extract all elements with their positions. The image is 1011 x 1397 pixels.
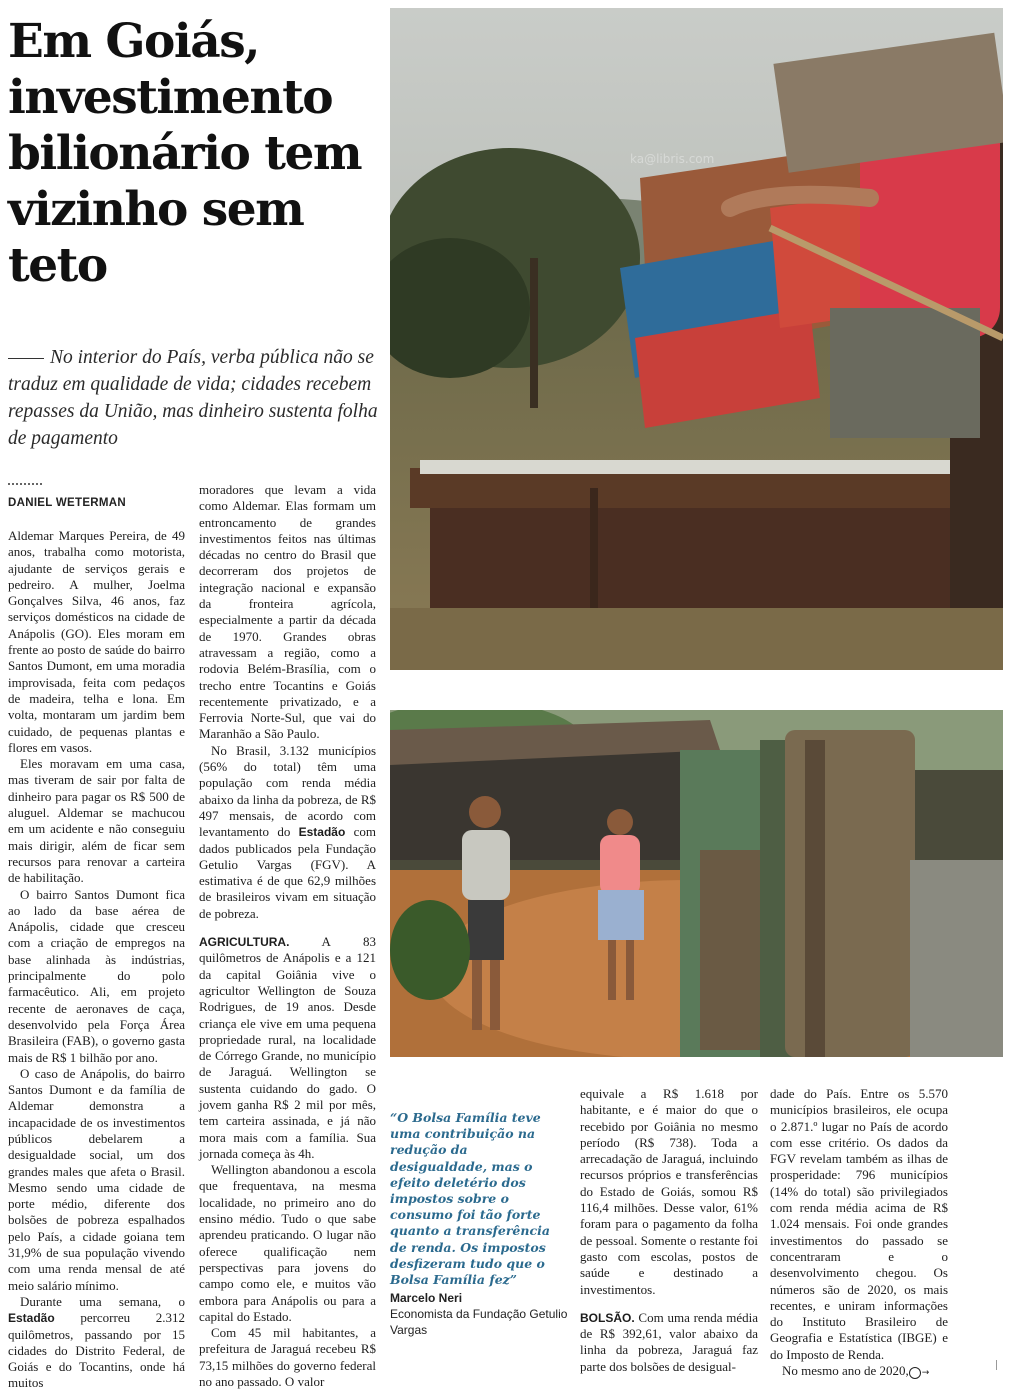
paragraph: O caso de Anápolis, do bairro Santos Dumont e da família de Aldemar demonstra a incapacidade de os investimentos públicos debelarem a desigualdade social, um dos grandes males que afeta o Brasil. Mesmo sendo uma cidade de porte médio, diferente dos bolsões de pobreza espalhados pelo País, a cidade goiana tem 31,9% de sua população vivendo com uma renda mensal de até meio salário mínimo.	[8, 1065, 185, 1293]
dek-rule	[8, 358, 44, 359]
paragraph: O bairro Santos Dumont fica ao lado da base aérea de Anápolis, cidade que cresceu com a criação de empregos na base alinhada às indústrias, principalmente do polo farmacêutico. Ali, em projeto recente de aeronaves de caça, desenvolvido pela Força Área Brasileira (FAB), o governo gasta mais de R$ 1 bilhão por ano.	[8, 886, 185, 1065]
photo-worker-cart-drawing	[390, 8, 1003, 670]
section-kicker: BOLSÃO.	[580, 1310, 635, 1325]
arrow-right-circle-icon[interactable]: →	[909, 1367, 921, 1379]
text-column-2	[199, 482, 376, 1390]
text-run: percorreu 2.312 quilômetros, passando por 15 cidades do Distrito Federal, de Goiás e do Tocantins, onde há muitos	[8, 1310, 185, 1391]
newspaper-name: Estadão	[298, 825, 346, 840]
paragraph	[8, 1294, 185, 1392]
byline: DANIEL WETERMAN	[8, 497, 127, 509]
text-run: No Brasil, 3.132 municípios (56% do total) têm uma população com renda média abaixo da linha da pobreza, de R$ 497 mensais, de acordo com levantamento do	[199, 742, 376, 840]
byline-dots	[8, 483, 42, 485]
dek-text: No interior do País, verba pública não se traduz em qualidade de vida; cidades recebem repasses da União, mas dinheiro sustenta folha de pagamento	[8, 347, 378, 449]
headline: Em Goiás, investimento bilionário tem vizinho sem teto	[8, 14, 362, 293]
text-column-3	[580, 1086, 758, 1375]
photo-couple-improvised-home	[390, 710, 1003, 1057]
text-run: Com uma renda média de R$ 392,61, valor abaixo da linha da pobreza, Jaraguá faz parte dos bolsões de desigual-	[580, 1309, 758, 1374]
quote-author-name: Marcelo Neri	[390, 1291, 463, 1305]
pull-quote: “O Bolsa Família teve uma contribuição na redução da desigualdade, mas o efeito deletério dos impostos sobre o consumo foi tão forte quanto a transferência de renda. Os impostos desfizeram tudo que o Bolsa Família fez”	[390, 1110, 550, 1288]
newspaper-name: Estadão	[8, 1311, 55, 1326]
paragraph: dade do País. Entre os 5.570 municípios brasileiros, ele ocupa o 2.871.º lugar no País de acordo com esse critério. Os dados da FGV revelam também as ilhas de prosperidade: 796 municípios (14% do total) são privilegiados com renda média acima de R$ 1.024 mensais. Foi onde grandes investimentos do passado se concentraram e o desenvolvimento chegou. Os números são de 2020, os mais recentes, e uniram informações do Instituto Brasileiro de Geografia e Estatística (IBGE) e do Imposto de Renda.	[770, 1086, 948, 1362]
text-run: Durante uma semana, o	[20, 1293, 185, 1309]
paragraph: equivale a R$ 1.618 por habitante, e é maior do que o recebido por Goiânia no mesmo período (R$ 738). Toda a arrecadação de Jaraguá, incluindo recursos próprios e transferências do Estado de Goiás, somou R$ 116,4 milhões. Desse valor, 61% foram para o pagamento da folha de pessoal. Somente o restante foi gasto com escolas, postos de saúde e destinado a investimentos.	[580, 1086, 758, 1297]
dek	[8, 344, 380, 452]
paragraph: Aldemar Marques Pereira, de 49 anos, trabalha como motorista, ajudante de serviços gerais e pedreiro. A mulher, Joelma Gonçalves Silva, 46 anos, faz serviços domésticos na cidade de Anápolis (GO). Eles moram em frente ao posto de saúde do bairro Santos Dumont, em uma moradia improvisada, feita com pedaços de madeira, telha e lona. Em volta, montaram um jardim bem cuidado, de pequenas plantas e flores em vasos.	[8, 528, 185, 755]
text-column-4	[770, 1086, 948, 1379]
photo-couple-drawing	[390, 710, 1003, 1057]
paragraph	[770, 1363, 948, 1379]
section-kicker: AGRICULTURA.	[199, 935, 290, 950]
quote-author-role: Economista da Fundação Getulio Vargas	[390, 1307, 568, 1337]
text-column-1	[8, 528, 185, 1392]
text-run: No mesmo ano de 2020,	[782, 1363, 909, 1379]
text-run: com dados publicados pela Fundação Getulio Vargas (FGV). A estimativa é de que 62,9 milhões de brasileiros vivam em situação de pobreza.	[199, 824, 376, 921]
paragraph	[580, 1310, 758, 1375]
paragraph: Wellington abandonou a escola que frequentava, na mesma localidade, no primeiro ano do ensino médio. Tudo o que sabe aprendeu praticando. O lugar não oferece qualificação nem perspectivas para jovens do campo como ele, e muitos vão embora para Anápolis ou para a capital do Estado.	[199, 1162, 376, 1324]
watermark: ka@libris.com	[630, 152, 715, 166]
paragraph: Com 45 mil habitantes, a prefeitura de Jaraguá recebeu R$ 73,15 milhões do governo federal no ano passado. O valor	[199, 1325, 376, 1390]
paragraph: Eles moravam em uma casa, mas tiveram de sair por falta de dinheiro para pagar os R$ 500 de aluguel. Aldemar se machucou em um acidente e não conseguiu mais dirigir, além de ficar sem recursos para renovar a carteira de habilitação.	[8, 756, 185, 886]
page-edge-mark	[996, 1360, 997, 1370]
text-run: A 83 quilômetros de Anápolis e a 121 da capital Goiânia vive o agricultor Wellington de Souza Rodrigues, de 19 anos. Desde criança ele vive em uma pequena propriedade rural, na localidade de Córrego Grande, no município de Jaraguá. Wellington se sustenta cuidando do gado. O jovem ganha R$ 2 mil por mês, tem carteira assinada, e já não mora mais com a família. Sua jornada começa às 4h.	[199, 934, 376, 1161]
paragraph	[199, 934, 376, 1162]
quote-attribution	[390, 1290, 568, 1338]
paragraph: moradores que levam a vida como Aldemar. Elas formam um entroncamento de grandes investimentos feitos nas últimas décadas no centro do Brasil que decorreram dos projetos de integração nacional e expansão da fronteira agrícola, especialmente a partir da década de 1970. Grandes obras atravessam a região, como a rodovia Belém-Brasília, com o trecho entre Tocantins e Goiás recentemente privatizado, e a Ferrovia Norte-Sul, que vai do Maranhão a São Paulo.	[199, 482, 376, 742]
photo-worker-cart	[390, 8, 1003, 670]
paragraph	[199, 743, 376, 922]
